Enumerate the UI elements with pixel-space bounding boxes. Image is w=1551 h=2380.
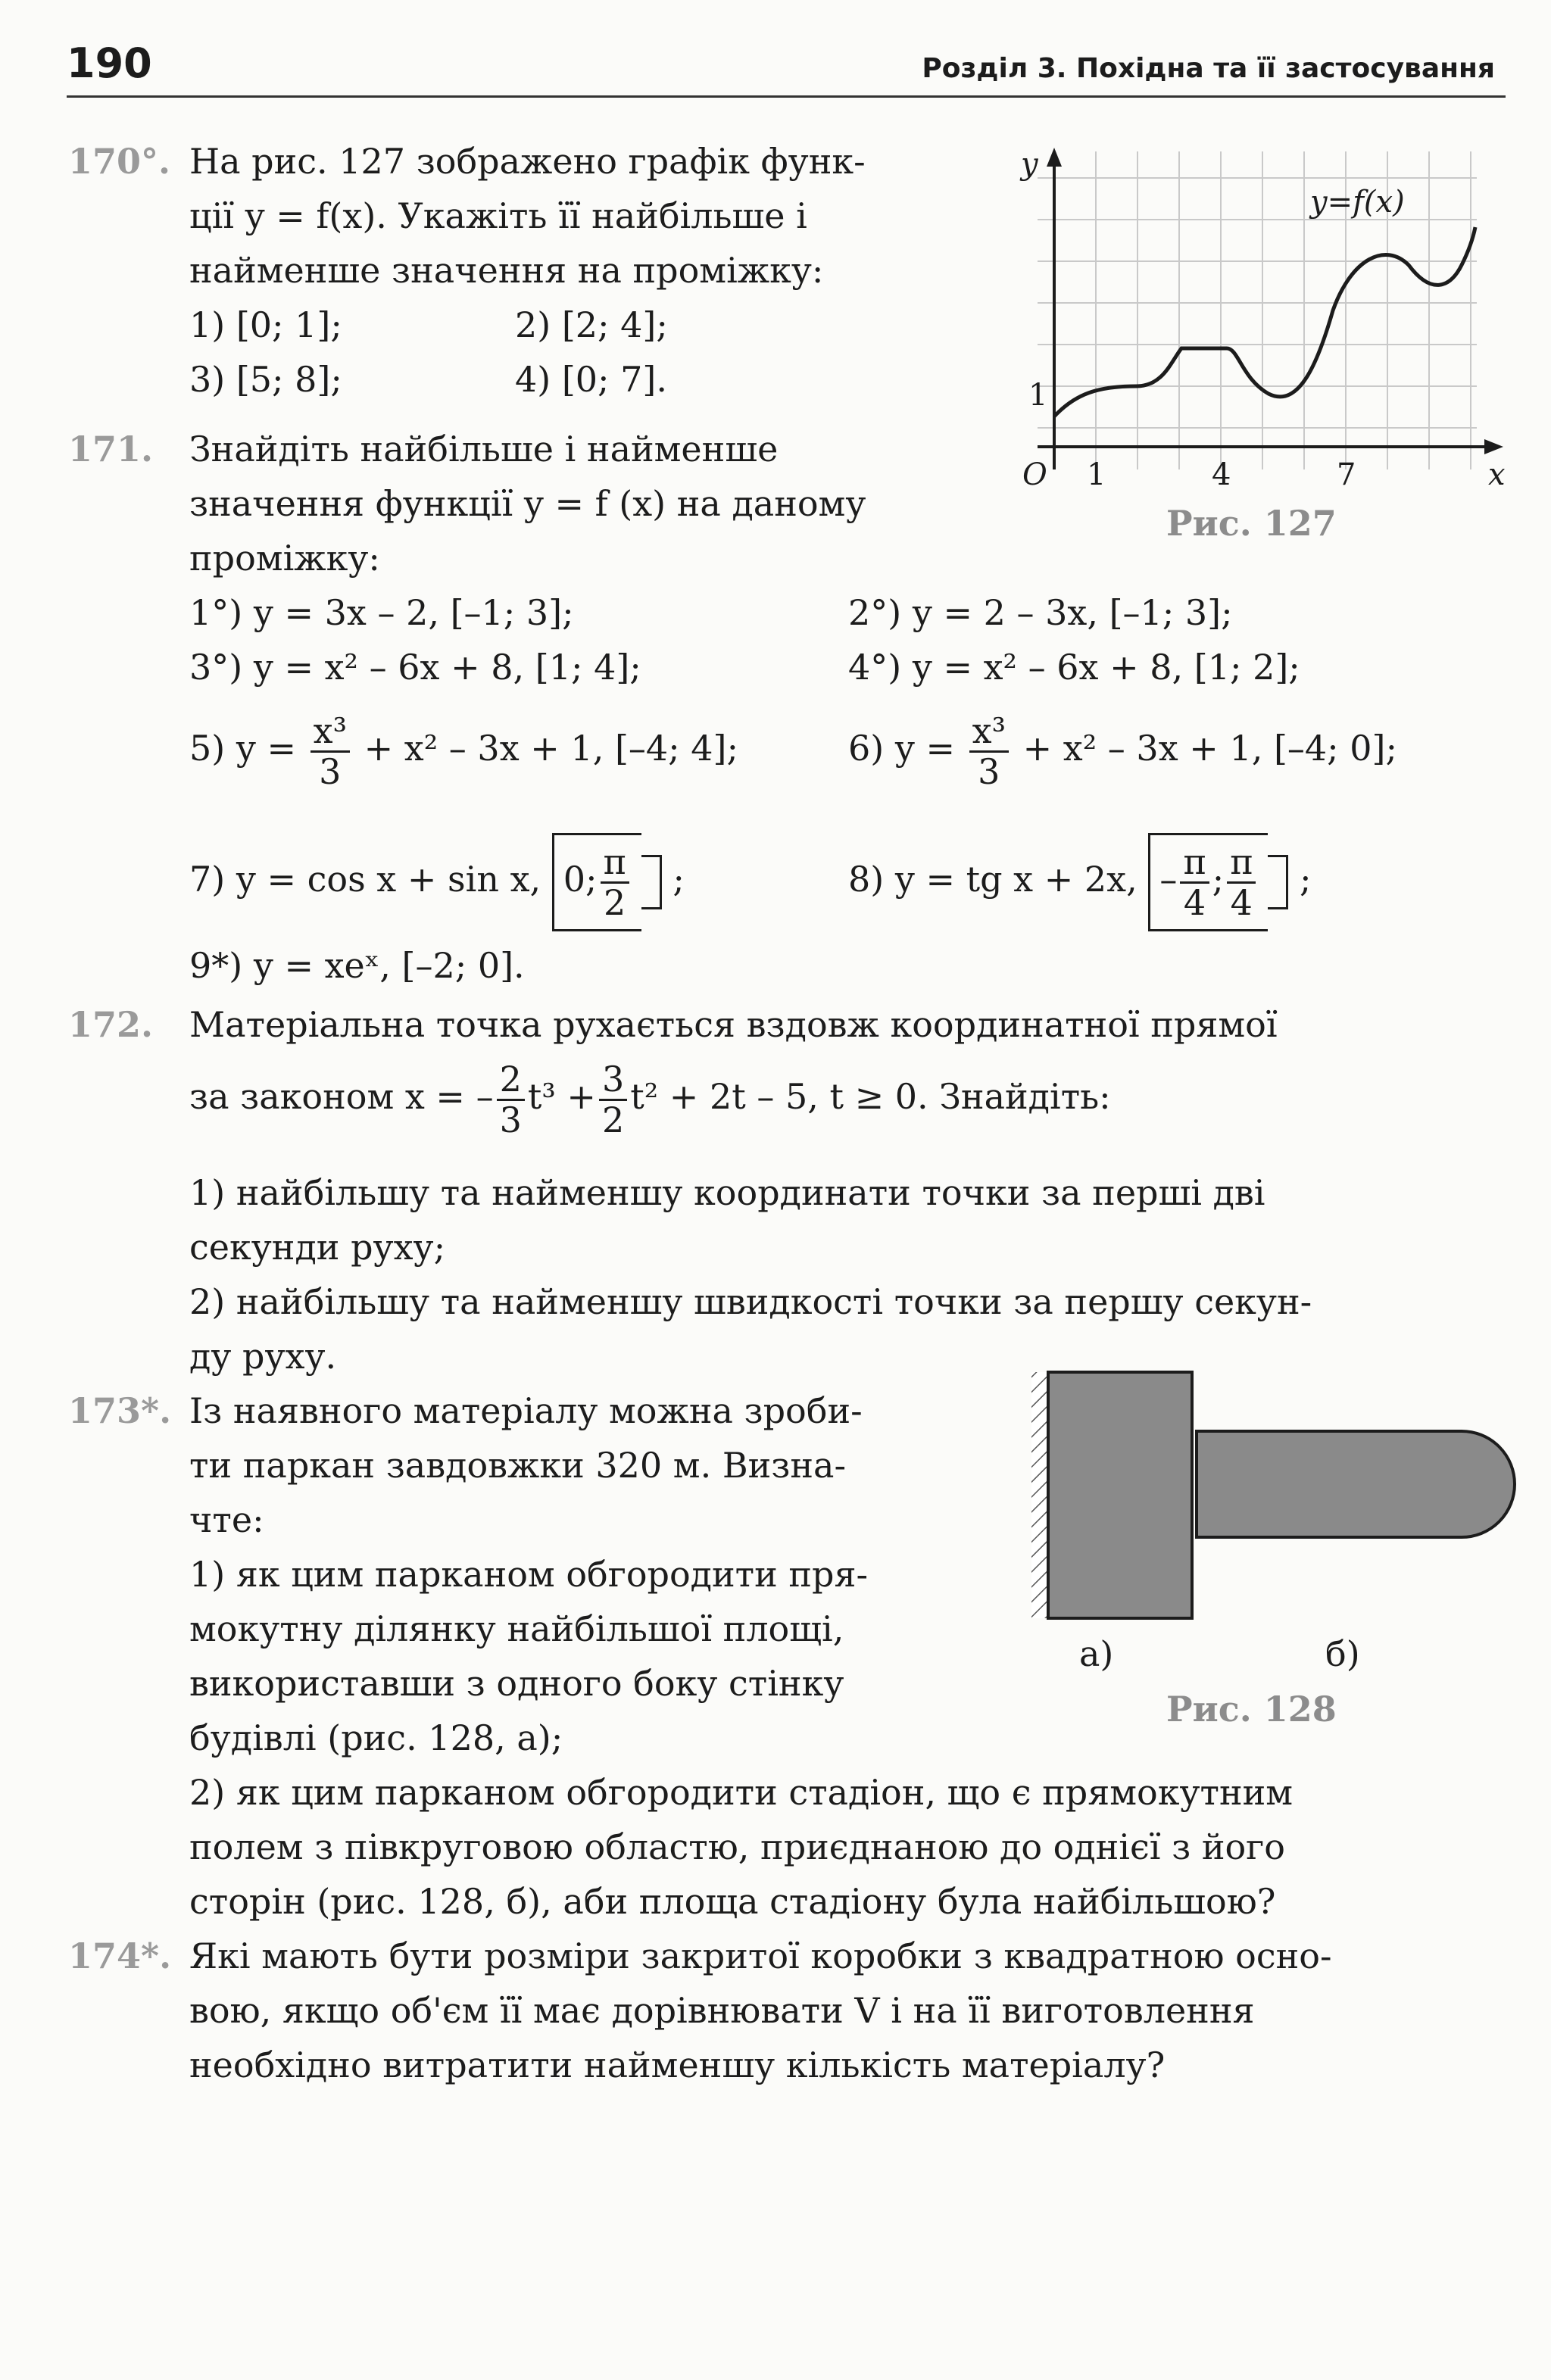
p172-line-2-suffix: t² + 2t – 5, t ≥ 0. Знайдіть: [630, 1076, 1111, 1118]
p171-item-8-a-denominator: 4 [1183, 881, 1206, 923]
p172-fraction-1 [497, 1060, 525, 1139]
p170-option-3: 3) [5; 8]; [189, 359, 342, 400]
p170-option-2: 2) [2; 4]; [515, 304, 668, 345]
function-curve [1054, 227, 1475, 416]
p172-line-6: ду руху. [189, 1336, 337, 1377]
p170-line-1: На рис. 127 зображено графік функ- [189, 141, 866, 182]
p173-line-8: 2) як цим парканом обгородити стадіон, що є прямокутним [189, 1772, 1294, 1813]
p171-item-7-fraction [601, 843, 629, 922]
p172-fraction-2-numerator: 3 [599, 1060, 627, 1101]
p171-item-6-suffix: + x² – 3x + 1, [–4; 0]; [1022, 728, 1397, 769]
problem-172-number: 172. [68, 1004, 154, 1045]
p171-line-2: значення функції y = f (x) на даному [189, 483, 866, 524]
p172-line-2 [189, 1060, 1111, 1139]
graph-grid [1038, 151, 1477, 469]
problem-170-number: 170°. [68, 141, 171, 182]
p170-line-2: ції y = f(x). Укажіть її найбільше і [189, 195, 807, 236]
p171-line-1: Знайдіть найбільше і найменше [189, 429, 779, 469]
problem-173-number: 173*. [68, 1390, 172, 1431]
graph-tick-x1: 1 [1087, 457, 1106, 492]
p171-item-8 [848, 833, 1311, 931]
p170-option-1: 1) [0; 1]; [189, 304, 342, 345]
p171-item-7-start: 0; [563, 859, 598, 900]
graph-tick-y1: 1 [1028, 378, 1048, 413]
p174-line-1: Які мають бути розміри закритої коробки з квадратною осно- [189, 1936, 1332, 1976]
p171-item-5-fraction [311, 712, 350, 791]
p174-line-3: необхідно витратити найменшу кількість матеріалу? [189, 2045, 1166, 2085]
p171-line-3: проміжку: [189, 538, 380, 579]
p171-item-7-denominator: 2 [604, 881, 626, 923]
problem-174-number: 174*. [68, 1936, 172, 1976]
p170-line-3: найменше значення на проміжку: [189, 250, 824, 291]
figure-128-caption: Рис. 128 [1166, 1689, 1337, 1730]
p173-line-4: 1) як цим парканом обгородити пря- [189, 1554, 869, 1595]
p171-item-8-b-numerator: π [1227, 843, 1256, 884]
p171-item-8-interval: – $\frac{\pi}{4}$ ; $\frac{\pi}{4}$ [1148, 833, 1268, 931]
p172-fraction-1-numerator: 2 [497, 1060, 525, 1101]
p174-line-2: вою, якщо об'єм її має дорівнювати V і на її виготовлення [189, 1990, 1255, 2031]
p171-item-7-suffix: ; [673, 859, 685, 900]
p171-item-3: 3°) y = x² – 6x + 8, [1; 4]; [189, 647, 641, 688]
p172-line-5: 2) найбільшу та найменшу швидкості точки за першу секун- [189, 1281, 1312, 1322]
p171-item-4: 4°) y = x² – 6x + 8, [1; 2]; [848, 647, 1300, 688]
problem-171-number: 171. [68, 429, 154, 469]
p172-line-4: секунди руху; [189, 1227, 446, 1268]
p173-line-1: Із наявного матеріалу можна зроби- [189, 1390, 863, 1431]
p173-line-9: полем з півкруговою областю, приєднаною до однієї з його [189, 1826, 1285, 1867]
p173-line-10: сторін (рис. 128, б), аби площа стадіону була найбільшою? [189, 1881, 1276, 1922]
p171-item-6-numerator: x³ [969, 712, 1009, 753]
p171-item-8-fraction-b [1227, 843, 1256, 922]
p171-item-5-numerator: x³ [311, 712, 350, 753]
stadium-shape [1197, 1431, 1515, 1537]
p172-fraction-2 [599, 1060, 627, 1139]
p171-item-8-fraction-a [1180, 843, 1209, 922]
p172-line-1: Матеріальна точка рухається вздовж координатної прямої [189, 1004, 1278, 1045]
p171-item-8-prefix: 8) y = tg x + 2x, [848, 859, 1138, 900]
section-title: Розділ 3. Похідна та її застосування [922, 53, 1495, 84]
p171-item-6-prefix: 6) y = [848, 728, 955, 769]
p171-item-8-suffix: ; [1299, 859, 1312, 900]
x-axis-arrow [1484, 439, 1503, 454]
p173-line-7: будівлі (рис. 128, а); [189, 1717, 563, 1758]
graph-function-label: y=f(x) [1310, 185, 1405, 220]
figure-128-diagram [1015, 1363, 1515, 1696]
p171-item-6-denominator: 3 [978, 750, 1000, 792]
p171-item-5-prefix: 5) y = [189, 728, 296, 769]
page-number: 190 [67, 39, 152, 87]
wall-hatching [1031, 1372, 1048, 1618]
p173-line-2: ти паркан завдовжки 320 м. Визна- [189, 1445, 847, 1486]
header-rule [67, 95, 1506, 98]
p171-item-5 [189, 712, 738, 791]
p172-fraction-2-denominator: 2 [601, 1099, 625, 1140]
p171-item-6 [848, 712, 1397, 791]
p171-item-7-numerator: π [601, 843, 629, 884]
graph-tick-x4: 4 [1212, 457, 1231, 492]
p171-item-5-suffix: + x² – 3x + 1, [–4; 4]; [364, 728, 738, 769]
p171-item-8-a-numerator: π [1180, 843, 1209, 884]
p171-item-6-fraction [969, 712, 1009, 791]
figure-127-graph [1007, 136, 1507, 500]
p172-line-3: 1) найбільшу та найменшу координати точки за перші дві [189, 1172, 1265, 1213]
p171-item-7-interval [552, 833, 641, 931]
p173-line-3: чте: [189, 1499, 264, 1540]
graph-y-label: y [1021, 147, 1038, 182]
graph-origin: O [1022, 457, 1047, 492]
p171-item-8-b-denominator: 4 [1230, 881, 1253, 923]
p171-item-9: 9*) y = xeˣ, [–2; 0]. [189, 945, 525, 986]
p171-item-1: 1°) y = 3x – 2, [–1; 3]; [189, 592, 574, 633]
p171-item-5-denominator: 3 [319, 750, 342, 792]
p172-line-2-prefix: за законом x = – [189, 1076, 494, 1118]
graph-x-label: x [1488, 457, 1506, 492]
graph-tick-x7: 7 [1337, 457, 1356, 492]
p172-fraction-1-denominator: 3 [499, 1099, 522, 1140]
figure-127-caption: Рис. 127 [1166, 503, 1337, 544]
figure-128-label-b: б) [1325, 1633, 1360, 1674]
p171-item-7-bracket-close [641, 855, 662, 909]
p171-item-7 [189, 833, 685, 931]
p173-line-5: мокутну ділянку найбільшої площі, [189, 1608, 844, 1649]
p173-line-6: використавши з одного боку стінку [189, 1663, 844, 1704]
p171-item-8-bracket-close [1268, 855, 1288, 909]
fenced-rectangle [1048, 1372, 1192, 1618]
p172-line-2-middle: t³ + [527, 1076, 596, 1118]
figure-128-label-a: а) [1079, 1633, 1114, 1674]
p171-item-7-prefix: 7) y = cos x + sin x, [189, 859, 541, 900]
p171-item-2: 2°) y = 2 – 3x, [–1; 3]; [848, 592, 1233, 633]
y-axis-arrow [1047, 148, 1062, 167]
p170-option-4: 4) [0; 7]. [515, 359, 668, 400]
